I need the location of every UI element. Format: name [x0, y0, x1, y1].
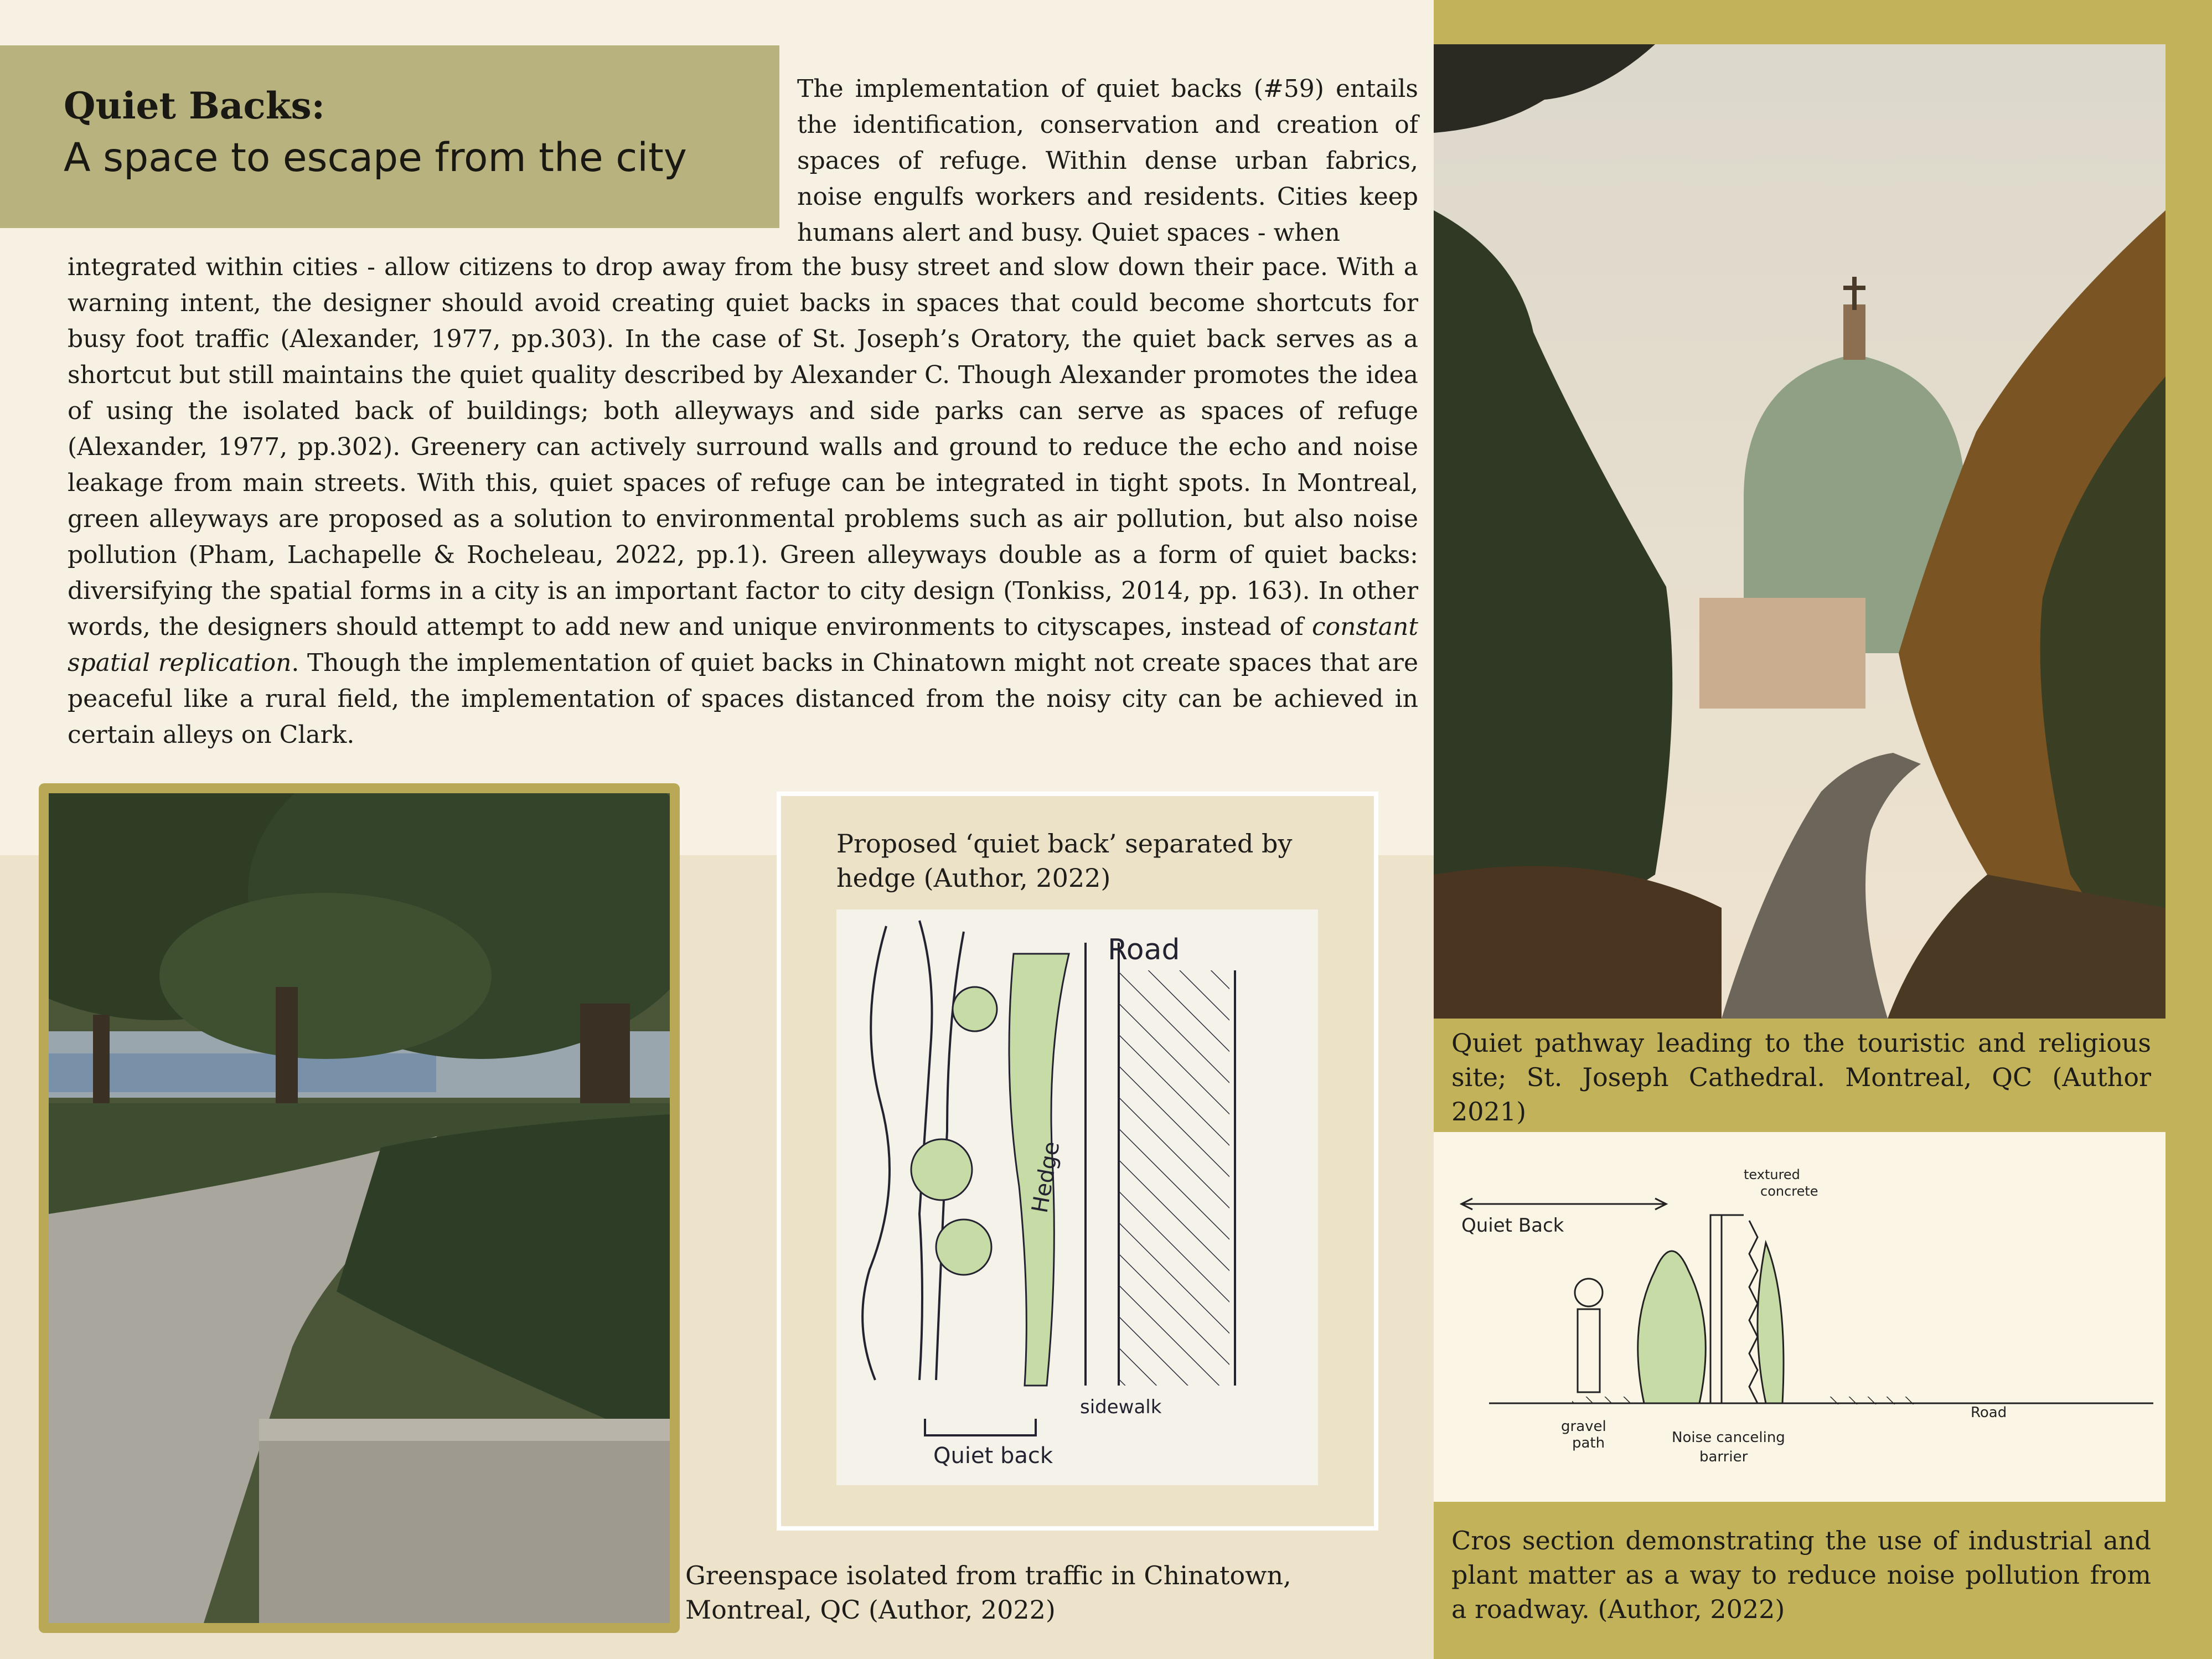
cathedral-pathway-photo — [1434, 44, 2166, 1019]
page-subtitle: A space to escape from the city — [64, 135, 687, 181]
section-label-barrier-1: Noise canceling — [1672, 1429, 1785, 1446]
greenspace-caption: Greenspace isolated from traffic in Chinatown, Montreal, QC (Author, 2022) — [685, 1560, 1291, 1625]
page-title: Quiet Backs: — [64, 84, 325, 127]
sketch-label-quiet-back: Quiet back — [933, 1443, 1053, 1469]
pathway-caption: Quiet pathway leading to the touristic and religious site; St. Joseph Cathedral. Montreal, QC (Author 2021) — [1451, 1028, 2151, 1126]
section-label-barrier-2: barrier — [1699, 1449, 1748, 1465]
intro-paragraph: The implementation of quiet backs (#59) entails the identification, conservation and creation of spaces of refuge. Within dense urban fabrics, noise engulfs workers and residents. Cities keep humans alert and busy. Quiet spaces - when — [797, 75, 1418, 247]
main-text-italic: constant spatial replication — [68, 613, 1418, 677]
sketch-plan-caption: Proposed ‘quiet back’ separated by hedge (Author, 2022) — [836, 829, 1293, 893]
section-label-quiet-back: Quiet Back — [1461, 1214, 1564, 1237]
section-label-concrete: concrete — [1760, 1183, 1818, 1199]
sketch-label-hedge: Hedge — [1027, 1139, 1065, 1215]
section-label-gravel-1: gravel — [1561, 1418, 1606, 1435]
greenspace-photo — [49, 793, 670, 1623]
sketch-label-road: Road — [1108, 933, 1180, 967]
main-paragraph — [68, 249, 1418, 753]
section-label-gravel-2: path — [1572, 1435, 1605, 1451]
section-label-textured: textured — [1744, 1167, 1800, 1182]
sketch-label-sidewalk: sidewalk — [1080, 1396, 1162, 1418]
main-text-part1: integrated within cities - allow citizens to drop away from the busy street and slow down their pace. With a warning intent, the designer should avoid creating quiet backs in spaces that could become shortcuts for busy foot traffic (Alexander, 1977, pp.303). In the case of St. Joseph’s Oratory, the quiet back serves as a shortcut but still maintains the quiet quality described by Alexander C. Though Alexander promotes the idea of using the isolated back of buildings; both alleyways and side parks can serve as spaces of refuge (Alexander, 1977, pp.302). Greenery can actively surround walls and ground to reduce the echo and noise leakage from main streets. With this, quiet spaces of refuge can be integrated in tight spots. In Montreal, green alleyways are proposed as a solution to environmental problems such as air pollution, but also noise pollution (Pham, Lachapelle & Rocheleau, 2022, pp.1). Green alleyways double as a form of quiet backs: diversifying the spatial forms in a city is an important factor to city design (Tonkiss, 2014, pp. 163). In other words, the designers should attempt to add new and unique environments to cityscapes, instead of — [68, 253, 1418, 641]
cross-section-drawing — [1434, 1132, 2166, 1502]
title-block — [0, 45, 779, 228]
cross-section-caption: Cros section demonstrating the use of industrial and plant matter as a way to reduce noise pollution from a roadway. (Author, 2022) — [1451, 1526, 2151, 1624]
section-label-road: Road — [1971, 1404, 2007, 1421]
sketch-plan-drawing — [836, 909, 1318, 1485]
main-text-part2: . Though the implementation of quiet backs in Chinatown might not create spaces that are peaceful like a rural field, the implementation of spaces distanced from the noisy city can be achieved in certain alleys on Clark. — [68, 649, 1418, 749]
greenspace-photo-frame — [39, 783, 680, 1633]
sketch-plan-frame — [777, 792, 1378, 1531]
